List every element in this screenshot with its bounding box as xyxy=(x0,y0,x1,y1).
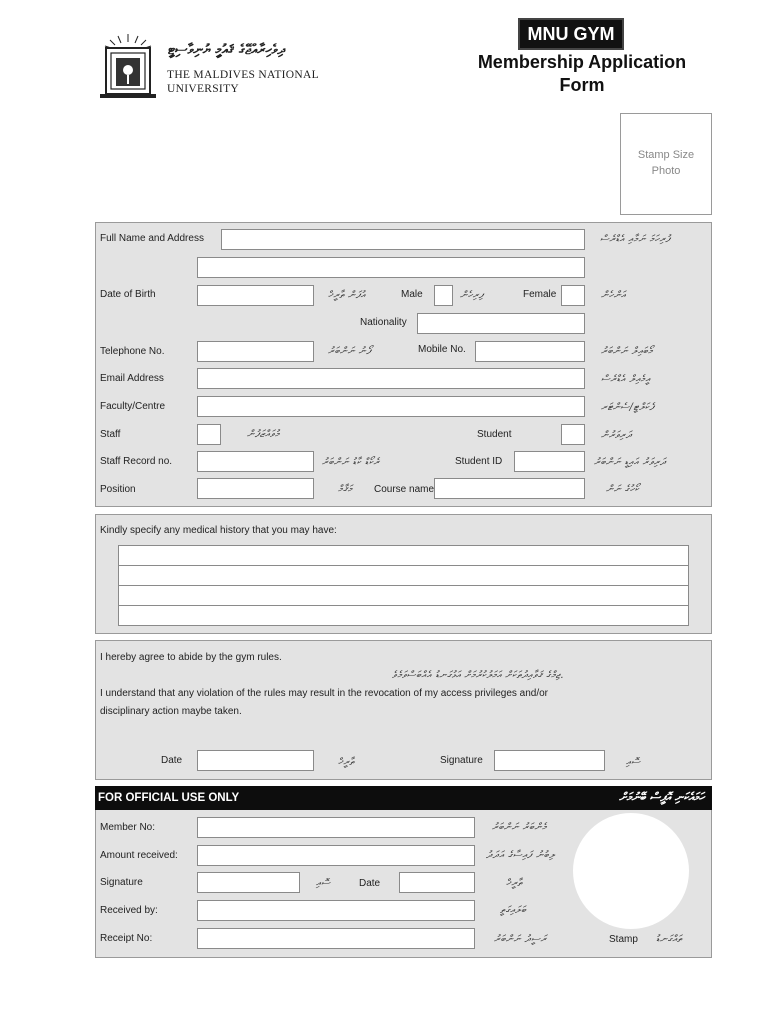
form-title-line2: Form xyxy=(559,75,605,95)
agreement-line3: disciplinary action maybe taken. xyxy=(100,706,242,717)
faculty-field[interactable] xyxy=(197,396,585,417)
received-by-dhivehi-label: ބަލައިގަތީ xyxy=(500,905,527,916)
medical-history-line-2[interactable] xyxy=(118,565,689,586)
agreement-line1: I hereby agree to abide by the gym rules. xyxy=(100,652,282,663)
agreement-date-dhivehi-label: ތާރީޚް xyxy=(338,757,355,768)
dob-field[interactable] xyxy=(197,285,314,306)
received-by-field[interactable] xyxy=(197,900,475,921)
agreement-date-field[interactable] xyxy=(197,750,314,771)
received-by-label: Received by: xyxy=(100,905,158,916)
official-date-label: Date xyxy=(359,878,381,889)
nationality-field[interactable] xyxy=(417,313,585,334)
official-use-dhivehi-heading: ހަމައެކަނި އޮފީސް ބޭނުމަށް xyxy=(619,790,704,804)
stamp-label: Stamp xyxy=(609,934,638,945)
course-name-field[interactable] xyxy=(434,478,585,499)
stamp-dhivehi-label: ތައްގަނޑު xyxy=(656,934,683,945)
course-name-dhivehi-label: ކޯހުގެ ނަން xyxy=(606,484,640,495)
official-signature-label: Signature xyxy=(100,877,143,888)
amount-received-dhivehi-label: ލިބުނު ފައިސާގެ އަދަދު xyxy=(486,850,556,861)
staff-record-label: Staff Record no. xyxy=(100,456,173,467)
dob-dhivehi-label: އުފަން ތާރީޚް xyxy=(328,290,366,301)
official-signature-dhivehi-label: ސޮއި xyxy=(316,878,331,889)
official-use-header-bar xyxy=(95,786,712,810)
position-label: Position xyxy=(100,484,136,495)
medical-history-line-1[interactable] xyxy=(118,545,689,566)
female-dhivehi-label: އަންހެން xyxy=(601,290,626,301)
receipt-no-field[interactable] xyxy=(197,928,475,949)
agreement-dhivehi-line: ޖިމްގެ ޤަވާއިދުތަކަށް އަމަލުކުރުމަށް އަޅުގަނޑު އެއްބަސްވަމެވެ. xyxy=(392,670,564,681)
form-title-line1: Membership Application xyxy=(477,52,687,72)
photo-box-line2: Photo xyxy=(651,165,681,177)
dob-label: Date of Birth xyxy=(100,289,156,300)
official-use-heading: FOR OFFICIAL USE ONLY xyxy=(98,792,240,804)
medical-history-prompt: Kindly specify any medical history that you may have: xyxy=(100,525,337,536)
photo-box[interactable] xyxy=(620,113,712,215)
medical-history-line-3[interactable] xyxy=(118,585,689,606)
agreement-signature-label: Signature xyxy=(440,755,483,766)
faculty-label: Faculty/Centre xyxy=(100,401,166,412)
faculty-dhivehi-label: ފެކަލްޓީ/ސެންޓަރ xyxy=(601,402,655,413)
university-logo xyxy=(96,32,160,100)
mobile-label: Mobile No. xyxy=(418,344,466,355)
mobile-field[interactable] xyxy=(475,341,585,362)
student-id-label: Student ID xyxy=(455,456,503,467)
email-label: Email Address xyxy=(100,373,164,384)
agreement-signature-field[interactable] xyxy=(494,750,605,771)
female-checkbox[interactable] xyxy=(561,285,585,306)
receipt-no-dhivehi-label: ރަސީދު ނަންބަރު xyxy=(494,934,547,945)
address-field[interactable] xyxy=(197,257,585,278)
medical-history-line-4[interactable] xyxy=(118,605,689,626)
female-label: Female xyxy=(523,289,557,300)
member-no-label: Member No: xyxy=(100,822,156,833)
position-dhivehi-label: މަޤާމް xyxy=(338,484,353,495)
agreement-signature-dhivehi-label: ސޮއި xyxy=(626,757,641,768)
stamp-circle[interactable] xyxy=(573,813,689,929)
student-label: Student xyxy=(477,429,512,440)
nationality-label: Nationality xyxy=(360,317,407,328)
gym-badge-text: MNU GYM xyxy=(527,23,615,44)
mobile-dhivehi-label: މޯބައިލް ނަންބަރު xyxy=(601,346,654,357)
staff-record-dhivehi-label: ރެކޯޑް ކާޑު ނަންބަރު xyxy=(322,457,380,468)
amount-received-label: Amount received: xyxy=(100,850,178,861)
male-dhivehi-label: ފިރިހެން xyxy=(460,290,484,301)
receipt-no-label: Receipt No: xyxy=(100,933,153,944)
photo-box-line1: Stamp Size xyxy=(637,149,695,161)
staff-checkbox[interactable] xyxy=(197,424,221,445)
email-field[interactable] xyxy=(197,368,585,389)
full-name-field[interactable] xyxy=(221,229,585,250)
student-id-dhivehi-label: ދަރިވަރު އައިޑީ ނަންބަރު xyxy=(594,457,666,468)
official-date-dhivehi-label: ތާރީޚް xyxy=(506,878,523,889)
amount-received-field[interactable] xyxy=(197,845,475,866)
official-signature-field[interactable] xyxy=(197,872,300,893)
university-name-line2: UNIVERSITY xyxy=(167,83,239,95)
seal-icon xyxy=(96,32,160,100)
full-name-dhivehi-label: ފުރިހަމަ ނަމާއި އެޑްރެސް xyxy=(600,234,671,245)
agreement-line2: I understand that any violation of the rules may result in the revocation of my access privileges and/or xyxy=(100,688,549,699)
staff-label: Staff xyxy=(100,429,121,440)
university-name-dhivehi: ދިވެހިރާއްޖޭގެ ޤައުމީ ޔުނިވާސިޓީ xyxy=(168,42,285,58)
university-name-line1: THE MALDIVES NATIONAL xyxy=(167,69,319,81)
staff-dhivehi-label: މުވައްޒަފުން xyxy=(247,429,280,440)
official-date-field[interactable] xyxy=(399,872,475,893)
position-field[interactable] xyxy=(197,478,314,499)
gym-badge xyxy=(518,18,624,50)
email-dhivehi-label: އީމެއިލް އެޑްރެސް xyxy=(601,374,651,385)
full-name-label: Full Name and Address xyxy=(100,233,204,244)
member-no-dhivehi-label: މެންބަރު ނަންބަރު xyxy=(492,822,547,833)
student-dhivehi-label: ދަރިވަރުން xyxy=(601,430,632,441)
course-name-label: Course name xyxy=(374,484,435,495)
agreement-date-label: Date xyxy=(161,755,183,766)
student-id-field[interactable] xyxy=(514,451,585,472)
student-checkbox[interactable] xyxy=(561,424,585,445)
telephone-field[interactable] xyxy=(197,341,314,362)
member-no-field[interactable] xyxy=(197,817,475,838)
telephone-label: Telephone No. xyxy=(100,346,165,357)
telephone-dhivehi-label: ފޯނު ނަންބަރު xyxy=(328,346,372,357)
staff-record-field[interactable] xyxy=(197,451,314,472)
male-checkbox[interactable] xyxy=(434,285,453,306)
male-label: Male xyxy=(401,289,423,300)
